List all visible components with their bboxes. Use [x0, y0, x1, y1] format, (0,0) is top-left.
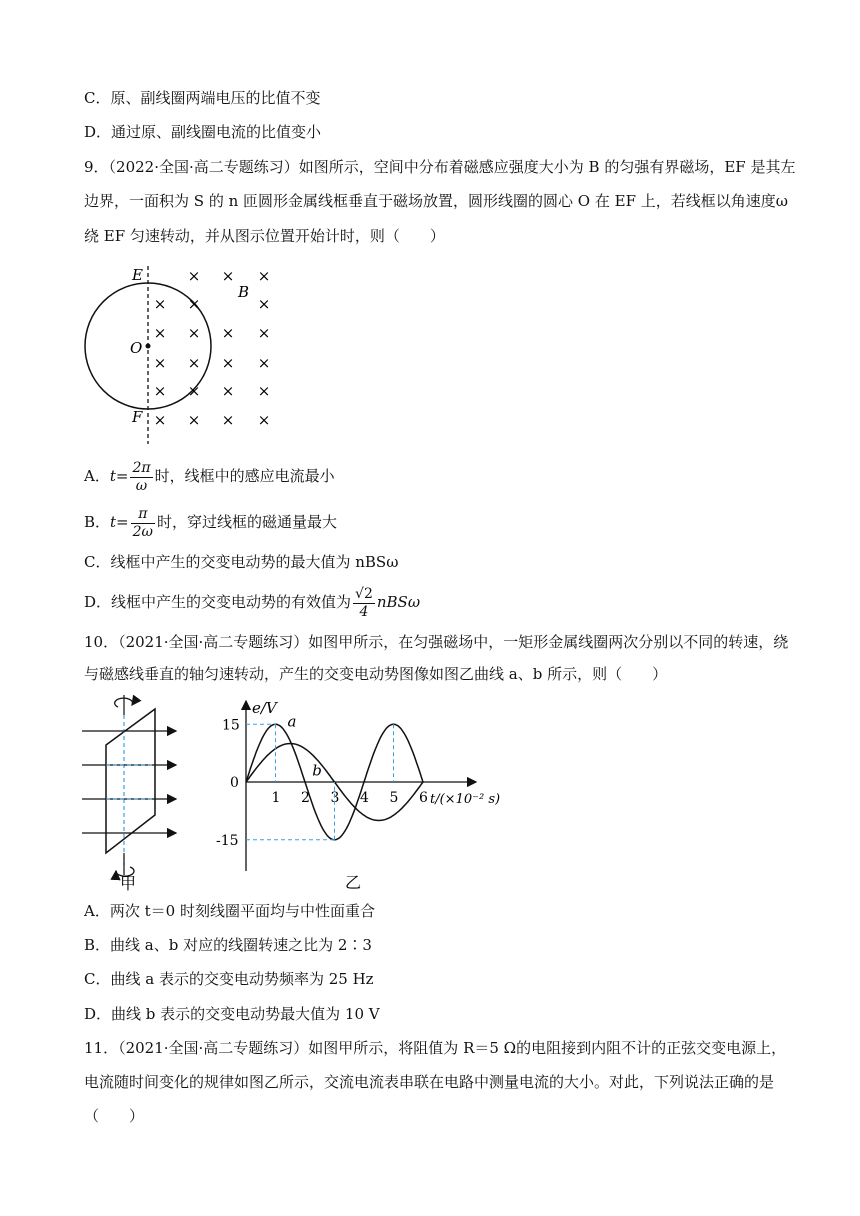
field-cross: × — [257, 324, 271, 342]
center-dot — [146, 344, 151, 349]
field-cross: × — [221, 411, 235, 429]
q10-option-c: C．曲线 a 表示的交变电动势频率为 25 Hz — [84, 970, 374, 988]
q10-option-b: B．曲线 a、b 对应的线圈转速之比为 2∶3 — [84, 936, 372, 954]
field-cross: × — [187, 267, 201, 285]
field-cross: × — [187, 411, 201, 429]
q9-stem-line1: 9．（2022·全国·高二专题练习）如图所示，空间中分布着磁感应强度大小为 B 的匀强有界磁场，EF 是其左 — [84, 158, 796, 176]
label-b: B — [238, 283, 250, 301]
field-cross: × — [153, 411, 167, 429]
q9-stem-line2: 边界，一面积为 S 的 n 匝圆形金属线框垂直于磁场放置，圆形线圈的圆心 O 在 EF 上，若线框以角速度ω — [84, 192, 788, 210]
x-tick-label: 1 — [271, 790, 281, 806]
x-tick-label: 2 — [301, 790, 310, 806]
q9-magnetic-field-figure — [80, 258, 290, 448]
q9-option-c: C．线框中产生的交变电动势的最大值为 nBSω — [84, 553, 399, 571]
q9-option-b: B．t= $\frac{\pi}{2\omega}$ 时，穿过线框的磁通量最大 — [84, 505, 337, 540]
q11-stem-line2: 电流随时间变化的规律如图乙所示，交流电流表串联在电路中测量电流的大小。对此，下列说法正确的是 — [84, 1073, 775, 1091]
y-axis-label: e/V — [252, 699, 277, 717]
series-a-label: a — [287, 712, 297, 731]
x-tick-label: 5 — [389, 790, 399, 806]
q9-stem-line3: 绕 EF 匀速转动，并从图示位置开始计时，则（ ） — [84, 227, 445, 245]
field-cross: × — [187, 354, 201, 372]
y-tick-label: 15 — [222, 717, 240, 734]
field-cross: × — [221, 382, 235, 400]
field-cross: × — [221, 354, 235, 372]
field-cross: × — [221, 324, 235, 342]
label-f: F — [132, 408, 143, 426]
field-cross: × — [257, 382, 271, 400]
q8-option-d: D．通过原、副线圈电流的比值变小 — [84, 123, 322, 141]
q11-stem-line3: （ ） — [84, 1107, 145, 1125]
q10-option-a: A．两次 t＝0 时刻线圈平面均与中性面重合 — [84, 902, 375, 920]
field-cross: × — [187, 382, 201, 400]
x-axis-label: t/(×10⁻² s) — [430, 792, 501, 807]
q10-stem-line2: 与磁感线垂直的轴匀速转动，产生的交变电动势图像如图乙曲线 a、b 所示，则（ ） — [84, 665, 668, 683]
label-yi: 乙 — [345, 873, 362, 892]
field-cross: × — [153, 354, 167, 372]
q10-stem-line1: 10．（2021·全国·高二专题练习）如图甲所示，在匀强磁场中，一矩形金属线圈两次分别以不同的转速，绕 — [84, 633, 789, 651]
field-cross: × — [187, 324, 201, 342]
field-cross: × — [153, 295, 167, 313]
label-o: O — [130, 339, 143, 357]
q11-stem-line1: 11．（2021·全国·高二专题练习）如图甲所示，将阻值为 R＝5 Ω的电阻接到内阻不计的正弦交变电源上， — [84, 1039, 787, 1057]
y-tick-label: 0 — [230, 775, 239, 791]
label-e: E — [132, 266, 143, 284]
series-b-label: b — [312, 761, 322, 780]
q9-option-a: A．t= $\frac{2\pi}{\omega}$ 时，线框中的感应电流最小 — [84, 459, 335, 494]
field-cross: × — [153, 324, 167, 342]
field-cross: × — [153, 382, 167, 400]
label-jia: 甲 — [120, 874, 137, 893]
x-tick-label: 3 — [330, 790, 340, 806]
q10-coil-figure — [78, 695, 198, 895]
y-tick-label: -15 — [216, 832, 239, 849]
field-cross: × — [257, 354, 271, 372]
q10-option-d: D．曲线 b 表示的交变电动势最大值为 10 V — [84, 1005, 380, 1023]
field-cross: × — [221, 267, 235, 285]
q10-emf-chart — [210, 695, 510, 895]
field-cross: × — [257, 411, 271, 429]
x-tick-label: 6 — [419, 790, 428, 806]
x-tick-label: 4 — [360, 790, 369, 806]
field-cross: × — [187, 295, 201, 313]
field-cross: × — [257, 295, 271, 313]
field-cross: × — [257, 267, 271, 285]
q8-option-c: C．原、副线圈两端电压的比值不变 — [84, 89, 321, 107]
q9-option-d: D．线框中产生的交变电动势的有效值为 $\frac{√2}{4}$ nBSω — [84, 585, 421, 620]
